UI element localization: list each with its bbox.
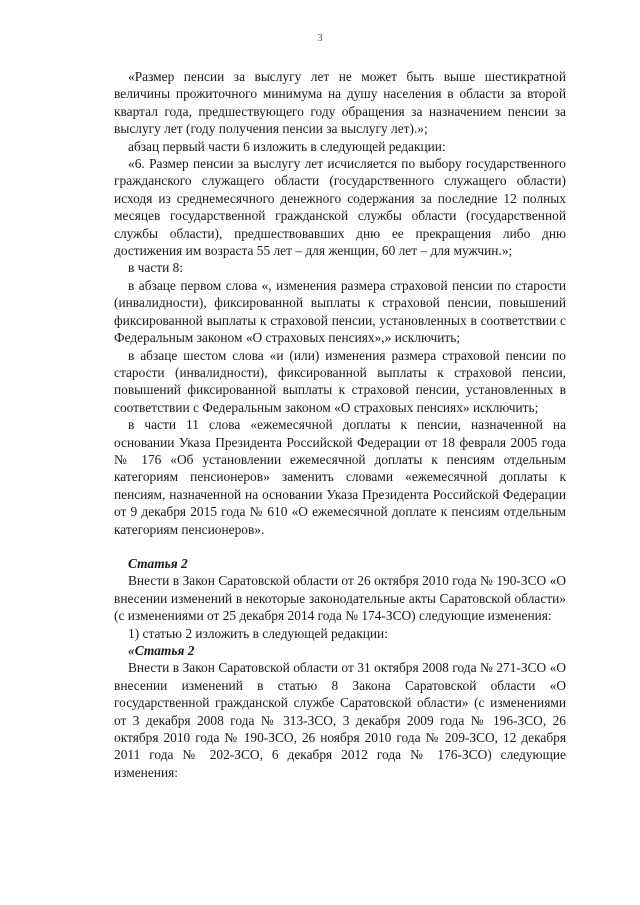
paragraph-part8-intro: в части 8: xyxy=(128,260,184,276)
paragraph-part8-sixth: в абзаце шестом слова «и (или) изменения размера страховой пенсии по старости (инвалидности), фиксированной выплаты к страховой пенсии, повышений фиксированной выплаты к страховой пенсии, установленных в соответствии с Федеральным законом «О страховых пенсиях» исключить; xyxy=(114,347,566,415)
quoted-article-text: Внести в Закон Саратовской области от 31 октября 2008 года № 271-ЗСО «О внесении изменений в статью 8 Закона Саратовской области «О государственной гражданской службе Саратовской области» (с изменениями от 3 декабря 2008 года № 313-ЗСО, 3 декабря 2009 года № 196-ЗСО, 26 октября 2010 года № 190-ЗСО, 26 ноября 2010 года № 209-ЗСО, 12 декабря 2011 года № 202-ЗСО, 6 декабря 2012 года № 176-ЗСО) следующие изменения: xyxy=(114,660,566,780)
paragraph-part11: в части 11 слова «ежемесячной доплаты к пенсии, назначенной на основании Указа Президента Российской Федерации от 18 февраля 2005 года № 176 «Об установлении ежемесячной доплаты к пенсиям отдельным категориям пенсионеров» заменить словами «ежемесячной доплаты к пенсиям, назначенной на основании Указа Президента Российской Федерации от 9 декабря 2015 года № 610 «О ежемесячной доплате к пенсиям отдельным категориям пенсионеров». xyxy=(114,417,566,537)
document-body xyxy=(114,68,566,781)
paragraph-part8-first: в абзаце первом слова «, изменения размера страховой пенсии по старости (инвалидности), фиксированной выплаты к страховой пенсии, повышений фиксированной выплаты к страховой пенсии, установленных в соответствии с Федеральным законом «О страховых пенсиях»,» исключить; xyxy=(114,277,566,346)
paragraph-part6-intro: абзац первый части 6 изложить в следующей редакции: xyxy=(128,138,446,154)
paragraph-part6-text: «6. Размер пенсии за выслугу лет исчисляется по выбору государственного гражданского служащего области (государственного служащего области) исходя из среднемесячного денежного содержания за последние 12 полных месяцев государственной гражданской службы области (государственной службы области), предшествовавших дню ее прекращения либо дню достижения им возраста 55 лет – для женщин, 60 лет – для мужчин.»; xyxy=(114,156,566,259)
paragraph-pension-limit: «Размер пенсии за выслугу лет не может быть выше шестикратной величины прожиточного минимума на душу населения в области за второй квартал года, предшествующего году обращения за назначением пенсии за выслугу лет (году получения пенсии за выслугу лет).»; xyxy=(114,69,566,137)
article-2-item-1: 1) статью 2 изложить в следующей редакции: xyxy=(128,625,388,641)
article-2-intro: Внести в Закон Саратовской области от 26 октября 2010 года № 190-ЗСО «О внесении изменений в некоторые законодательные акты Саратовской области» (с изменениями от 25 декабря 2014 года № 174-ЗСО) следующие изменения: xyxy=(114,573,566,624)
quoted-article-heading: «Статья 2 xyxy=(128,643,195,658)
article-2-heading: Статья 2 xyxy=(128,555,188,571)
page-number: 3 xyxy=(317,32,323,44)
